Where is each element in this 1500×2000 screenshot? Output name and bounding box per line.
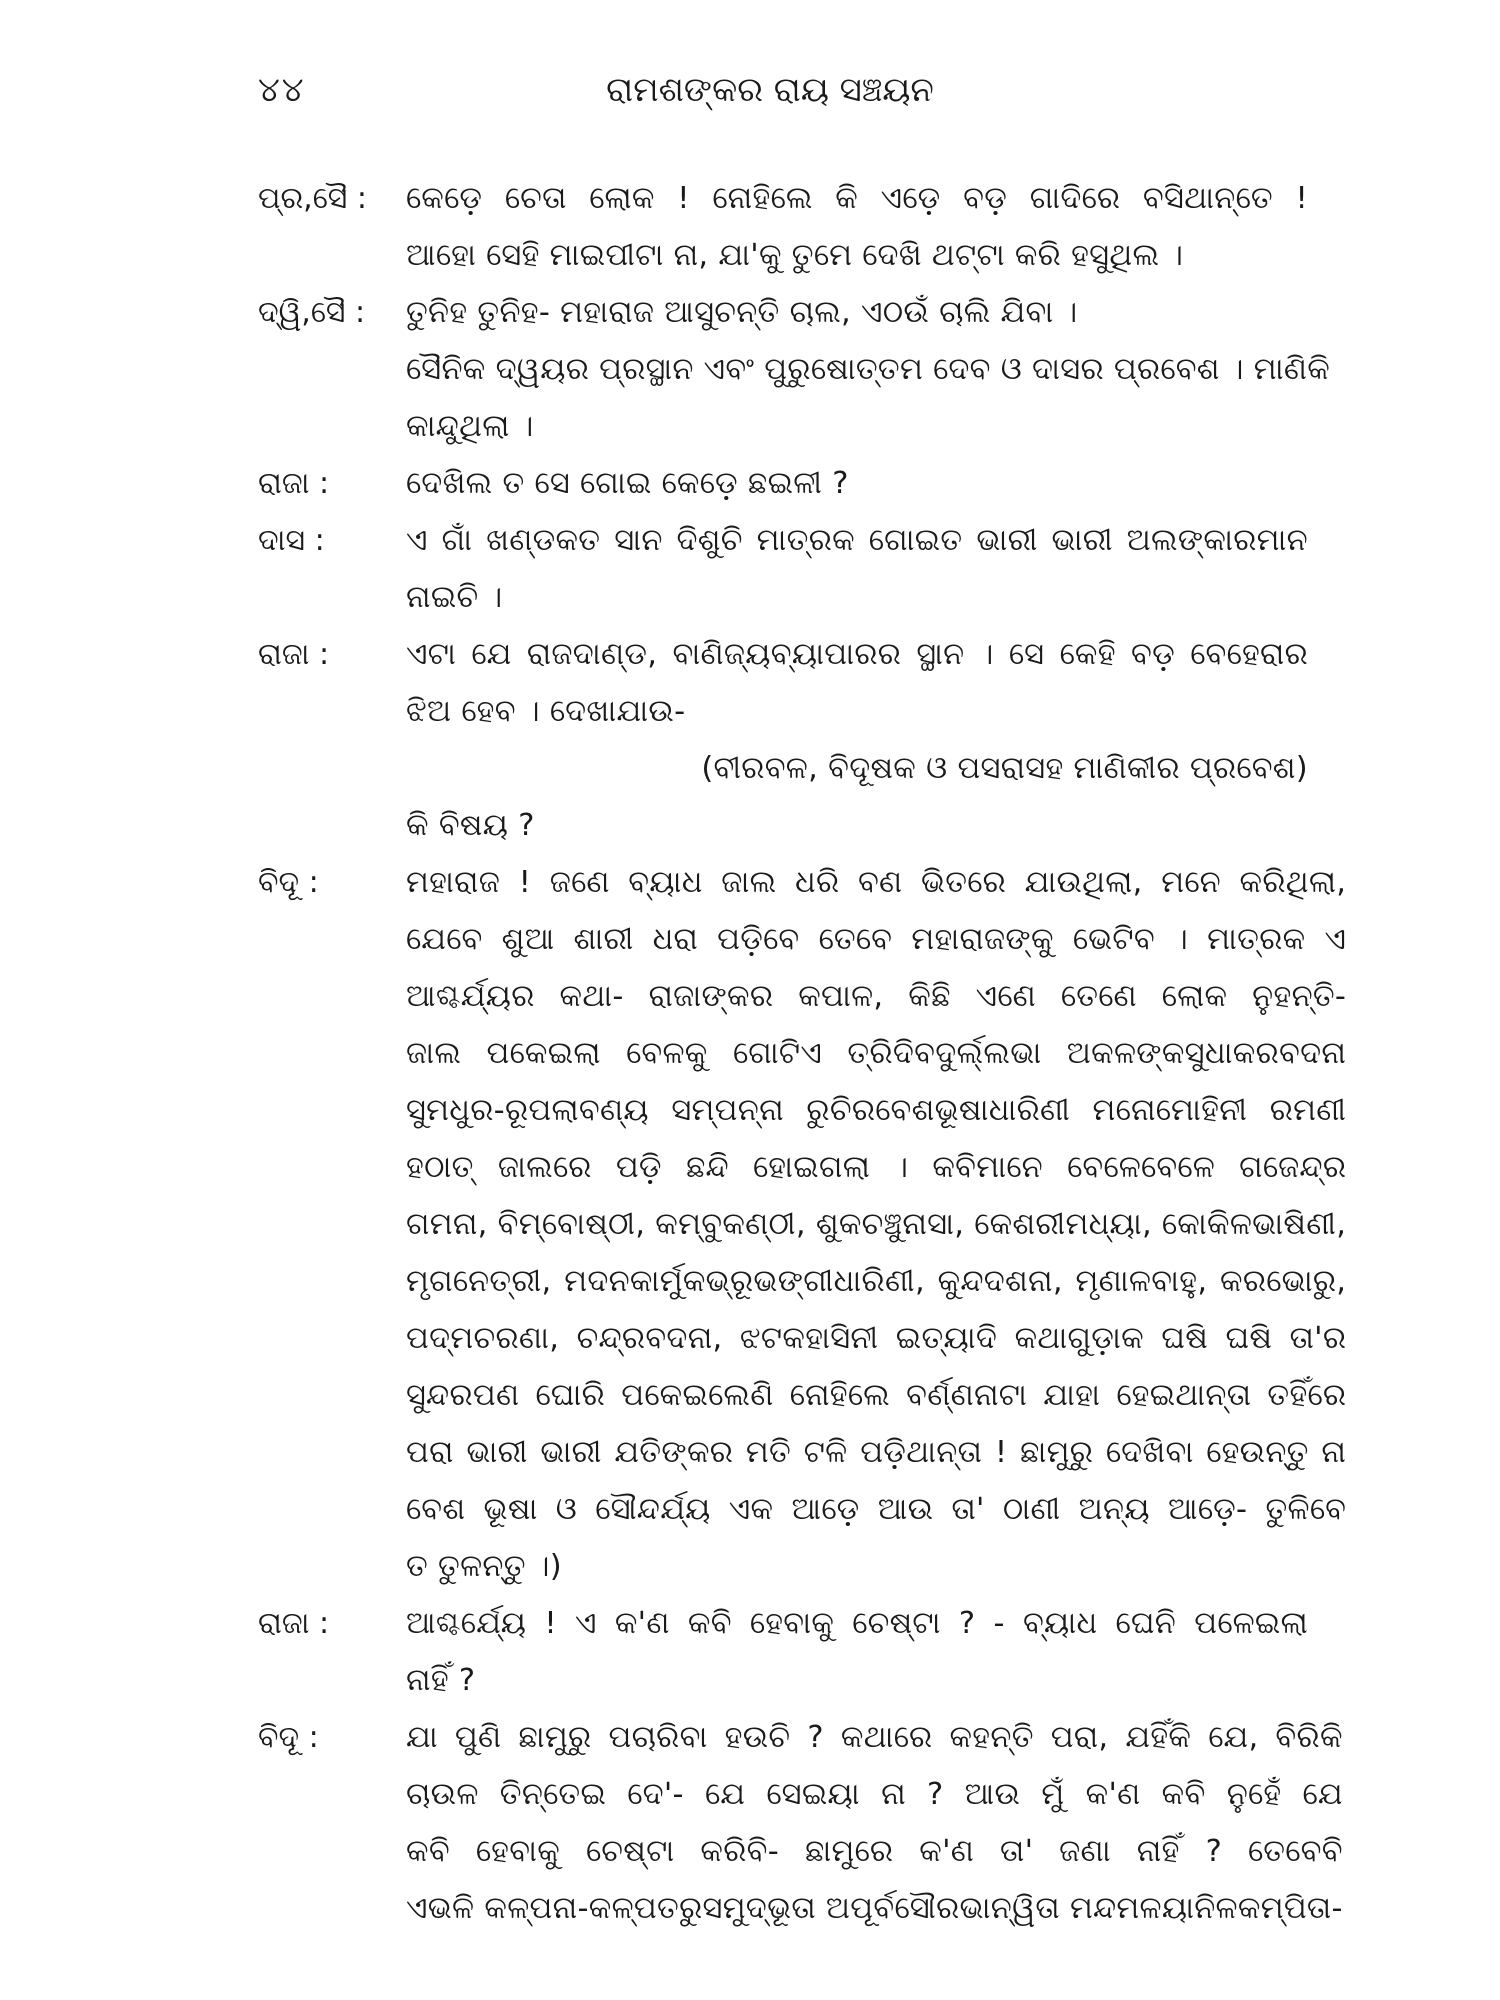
speaker-label: ବିଦୂ : [258,1720,319,1755]
page-header [0,70,1500,130]
dialogue-line: ଏଭଳି କଳ୍ପନା-କଳ୍ପତରୁସମୁଦ୍ଭୂତା ଅପୂର୍ବସୌରଭାନ୍ୱିତା ମନ୍ଦମଳୟାନିଳକମ୍ପିତା- [406,1891,1343,1926]
dialogue-line: ଦେଖିଲ ତ ସେ ଗୋଇ କେଡ଼େ ଛଇଳୀ ? [406,466,849,501]
dialogue-line: ଏଟା ଯେ ରାଜଦାଣ୍ଡ, ବାଣିଜ୍ୟବ୍ୟାପାରର ସ୍ଥାନ । ସେ କେହି ବଡ଼ ବେହେରାର [406,637,1308,672]
dialogue-text [406,854,1346,1595]
dialogue-text [406,455,1308,512]
speaker-label: ପ୍ର,ସୈ : [258,181,367,216]
dialogue-line: ସୁମଧୁର-ରୂପଲାବଣ୍ୟ ସମ୍ପନ୍ନା ରୁଚିରବେଶଭୂଷାଧାରିଣୀ ମନୋମୋହିନୀ ରମଣୀ [406,1093,1347,1128]
dialogue-line: ଆହୋ ସେହି ମାଇପୀଟା ନା, ଯା'କୁ ତୁମେ ଦେଖି ଥଟ୍ଟା କରି ହସୁଥିଲ । [406,238,1184,273]
book-title: ରାମଶଙ୍କର ରାୟ ସଞ୍ଚୟନ [606,70,934,110]
dialogue-line: ନାହିଁ ? [406,1663,476,1698]
dialogue-line: ପରା ଭାରୀ ଭାରୀ ଯତିଙ୍କର ମତି ଟଳି ପଡ଼ିଥାନ୍ତା ! ଛାମୁରୁ ଦେଖିବା ହେଉନ୍ତୁ ନା [406,1435,1347,1470]
dialogue-line: ପଦ୍ମଚରଣା, ଚନ୍ଦ୍ରବଦନା, ଝଟକହାସିନୀ ଇତ୍ୟାଦି କଥାଗୁଡ଼ାକ ଘଷି ଘଷି ତା'ର [406,1321,1347,1356]
dialogue-entry [258,1595,1308,1709]
dialogue-line: କେଡ଼େ ଚେତା ଲୋକ ! ନୋହିଲେ କି ଏଡ଼େ ବଡ଼ ଗାଦିରେ ବସିଥାନ୍ତେ ! [406,181,1308,216]
dialogue-line: ମହାରାଜ ! ଜଣେ ବ୍ୟାଧ ଜାଲ ଧରି ବଣ ଭିତରେ ଯାଉଥିଲା, ମନେ କରିଥିଲା, [406,865,1347,900]
speaker-label: ରାଜା : [258,637,330,672]
dialogue-line: ନାଇଚି । [406,580,503,615]
dialogue-entry [258,455,1308,512]
dialogue-line: ଯେବେ ଶୁଆ ଶାରୀ ଧରା ପଡ଼ିବେ ତେବେ ମହାରାଜଙ୍କୁ ଭେଟିବ । ମାତ୍ରକ ଏ [406,922,1347,957]
dialogue-line: ଆଶ୍ଚର୍ଯ୍ୟେ ! ଏ କ'ଣ କବି ହେବାକୁ ଚେଷ୍ଟା ? - ବ୍ୟାଧ ଘେନି ପଳେଇଲା [406,1606,1308,1641]
dialogue-text [406,170,1308,284]
dialogue-line: କବି ହେବାକୁ ଚେଷ୍ଟା କରିବି- ଛାମୁରେ କ'ଣ ତା' ଜଣା ନାହିଁ ? ତେବେବି [406,1834,1343,1869]
dialogue-line: ଝିଅ ହେବ । ଦେଖାଯାଉ- [406,694,686,729]
page-number: ୪୪ [258,70,306,110]
dialogue-line: ଏ ଗାଁ ଖଣ୍ଡକତ ସାନ ଦିଶୁଚି ମାତ୍ରକ ଗୋଇତ ଭାରୀ ଭାରୀ ଅଲଙ୍କାରମାନ [406,523,1308,558]
dialogue-line: ଚାଉଳ ତିନ୍ତେଇ ଦେ'- ଯେ ସେଇୟା ନା ? ଆଉ ମୁଁ କ'ଣ କବି ନୁହେଁ ଯେ [406,1777,1343,1812]
dialogue-line: ହଠାତ୍ ଜାଲରେ ପଡ଼ି ଛନ୍ଦି ହୋଇଗଲା । କବିମାନେ ବେଳେବେଳେ ଗଜେନ୍ଦ୍ର [406,1150,1347,1185]
dialogue-line: ସୁନ୍ଦରପଣ ଘୋରି ପକେଇଲେଣି ନୋହିଲେ ବର୍ଣ୍ଣନାଟା ଯାହା ହେଇଥାନ୍ତା ତହିଁରେ [406,1378,1347,1413]
dialogue-text [406,512,1308,626]
dialogue-line: ମୃଗନେତ୍ରୀ, ମଦନକାର୍ମୁକଭ୍ରୂଭଙ୍ଗୀଧାରିଣୀ, କୁନ୍ଦଦଶନା, ମୃଣାଳବାହୁ, କରଭୋରୁ, [406,1264,1347,1299]
dialogue-entry [258,512,1308,626]
dialogue-line: ବେଶ ଭୂଷା ଓ ସୌନ୍ଦର୍ଯ୍ୟ ଏକ ଆଡ଼େ ଆଉ ତା' ଠାଣୀ ଅନ୍ୟ ଆଡ଼େ- ତୁଳିବେ [406,1492,1347,1527]
dialogue-text [406,626,1308,854]
dialogue-entry [258,284,1331,455]
speaker-label: ଦାସ : [258,523,325,558]
stage-direction: (ବୀରବଳ, ବିଦୂଷକ ଓ ପସରାସହ ମାଣିକୀର ପ୍ରବେଶ) [701,751,1308,786]
dialogue-entry [258,626,1308,854]
speaker-label: ରାଜା : [258,466,330,501]
dialogue-line: କି ବିଷୟ ? [406,808,535,843]
speaker-label: ରାଜା : [258,1606,330,1641]
dialogue-line: ତ ତୁଳନ୍ତୁ ।) [406,1549,562,1584]
dialogue-text [406,1595,1308,1709]
stage-direction: ସୈନିକ ଦ୍ୱୟର ପ୍ରସ୍ଥାନ ଏବଂ ପୁରୁଷୋତ୍ତମ ଦେବ ଓ ଦାସର ପ୍ରବେଶ । ମାଣିକି [406,352,1331,387]
dialogue-line: ଆଶ୍ଚର୍ଯ୍ୟର କଥା- ରାଜାଙ୍କର କପାଳ, କିଛି ଏଣେ ତେଣେ ଲୋକ ନୁହନ୍ତି- [406,979,1347,1014]
stage-direction: କାନ୍ଦୁଥିଲା । [406,409,534,444]
dialogue-line: ତୁନିହ ତୁନିହ- ମହାରାଜ ଆସୁଚନ୍ତି ଚାଲ, ଏଠଉଁ ଚାଲି ଯିବା । [406,295,1078,330]
speaker-label: ବିଦୂ : [258,865,319,900]
dialogue-text [406,1709,1343,1937]
dialogue-entry [258,854,1347,1595]
dialogue-entry [258,170,1308,284]
dialogue-line: ଯା ପୁଣି ଛାମୁରୁ ପଚାରିବା ହଉଚି ? କଥାରେ କହନ୍ତି ପରା, ଯହିଁକି ଯେ, ବିରିକି [406,1720,1343,1755]
dialogue-line: ଗମନା, ବିମ୍ବୋଷ୍ଠୀ, କମ୍ବୁକଣ୍ଠୀ, ଶୁକଚଞ୍ଚୁନାସା, କେଶରୀମଧ୍ୟା, କୋକିଳଭାଷିଣୀ, [406,1207,1347,1242]
dialogue-line: ଜାଲ ପକେଇଲା ବେଳକୁ ଗୋଟିଏ ତ୍ରିଦିବଦୁର୍ଲ୍ଲଭା ଅକଳଙ୍କସୁଧାକରବଦନା [406,1036,1347,1071]
speaker-label: ଦ୍ୱି,ସୈ : [258,295,366,330]
dialogue-entry [258,1709,1343,1937]
dialogue-text [406,284,1330,455]
play-dialogue-text [258,170,1347,1937]
